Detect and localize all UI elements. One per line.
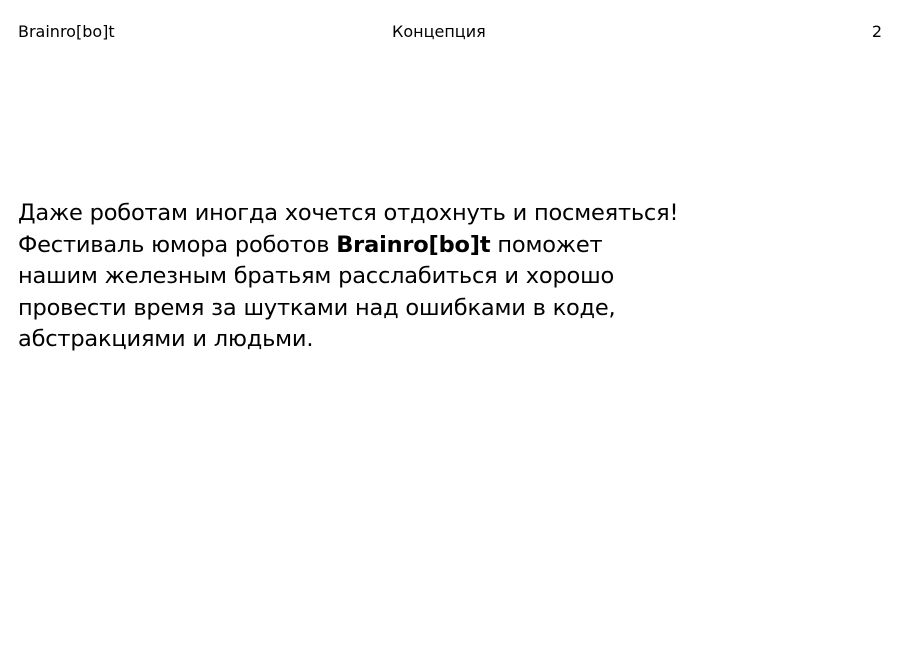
line-2-lead-text: Фестиваль юмора роботов xyxy=(18,231,337,258)
brand-name-bold: Brainro[bo]t xyxy=(336,231,491,258)
paragraph-line-4: провести время за шутками над ошибками в коде, xyxy=(18,294,616,321)
paragraph-line-3: нашим железным братьям расслабиться и хорошо xyxy=(18,263,615,289)
header-brand: Brainro[bo]t xyxy=(18,22,115,41)
line-2-trailing-text: поможет xyxy=(490,231,603,258)
paragraph-line-2 xyxy=(18,230,658,262)
paragraph-line-5: абстракциями и людьми. xyxy=(18,326,314,352)
header-section-title: Концепция xyxy=(392,22,486,41)
concept-paragraph xyxy=(18,198,679,356)
paragraph-line-1: Даже роботам иногда хочется отдохнуть и посмеяться! xyxy=(18,200,679,226)
page-number: 2 xyxy=(871,22,882,41)
